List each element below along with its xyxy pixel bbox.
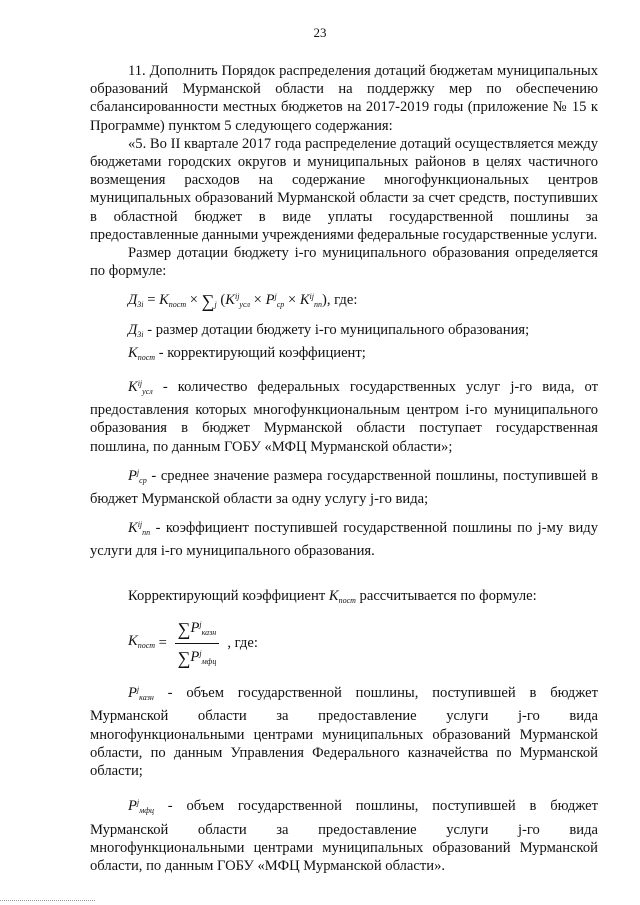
def-d: $Д_{3i}$ - размер дотации бюджету i-го муниципального образования; bbox=[128, 321, 530, 339]
formula-subsidy: $Д_{3i} = К_{пост} \times \sum_j$ $(К^{ij}_{усл} \times P^j_{ср} \times К^{ij}_{пп})$, где: bbox=[128, 291, 358, 312]
page-number: 23 bbox=[313, 25, 327, 40]
def-kpost: $К_{пост}$ - корректирующий коэффициент; bbox=[128, 344, 366, 362]
formula1-tail: , где: bbox=[326, 292, 358, 309]
paragraph-5: «5. Во II квартале 2017 года распределение дотаций осуществляется между бюджетами городских округов и муниципальных районов в целях частичного возмещения расходов на содержание многофункциональных центров муниципальных образований Мурманской области за счет средств, поступивших в областной бюджет в виде уплаты государственной пошлины за предоставленные данными учреждениями федеральные государственные услуги. bbox=[90, 135, 598, 243]
footer-divider bbox=[0, 900, 95, 901]
formula-coefficient: $К_{пост}$ = $\frac{\sum P^j_{казн}}{\sum P^j_{мфц}}$ , где: bbox=[90, 616, 598, 671]
paragraph-size: Размер дотации бюджету i-го муниципального образования определяется по формуле: bbox=[90, 245, 598, 280]
formula2-tail: , где: bbox=[227, 635, 258, 652]
corr-intro: Корректирующий коэффициент $К_{пост}$ рассчитывается по формуле: bbox=[128, 587, 537, 605]
def-kpp: $К^{ij}_{пп}$ - коэффициент поступившей государственной пошлины по j-му виду услуги для i-го муниципального образования. bbox=[90, 520, 598, 560]
def-pkazn: $P^j_{казн}$ - объем государственной пошлины, поступившей в бюджет Мурманской области за предоставление услуги j-го вида многофункциональными центрами муниципальных образований Мурманской области, по данным Управления Федерального казначейства по Мурманской области; bbox=[90, 685, 598, 780]
formula-d: $Д_{3i}$ bbox=[128, 292, 144, 310]
def-psr: $P^j_{ср}$ - среднее значение размера государственной пошлины, поступившей в бюджет Мурманской области за одну услугу j-го вида; bbox=[90, 467, 598, 508]
document-body bbox=[90, 62, 598, 875]
def-pmfc: $P^j_{мфц}$ - объем государственной пошлины, поступившей в бюджет Мурманской области за предоставление услуги j-го вида многофункциональными центрами муниципальных образований Мурманской области, по данным ГОБУ «МФЦ Мурманской области». bbox=[90, 798, 598, 874]
paragraph-11: 11. Дополнить Порядок распределения дотаций бюджетам муниципальных образований Мурманской области на поддержку мер по обеспечению сбалансированности местных бюджетов на 2017-2019 годы (приложение № 15 к Программе) пунктом 5 следующего содержания: bbox=[90, 63, 598, 134]
def-kusl: $К^{ij}_{усл}$ - количество федеральных государственных услуг j-го вида, от предоставления которых многофункциональным центром i-го муниципального образования в бюджет Мурманской области поступает государственная пошлина, по данным ГОБУ «МФЦ Мурманской области»; bbox=[90, 379, 599, 455]
